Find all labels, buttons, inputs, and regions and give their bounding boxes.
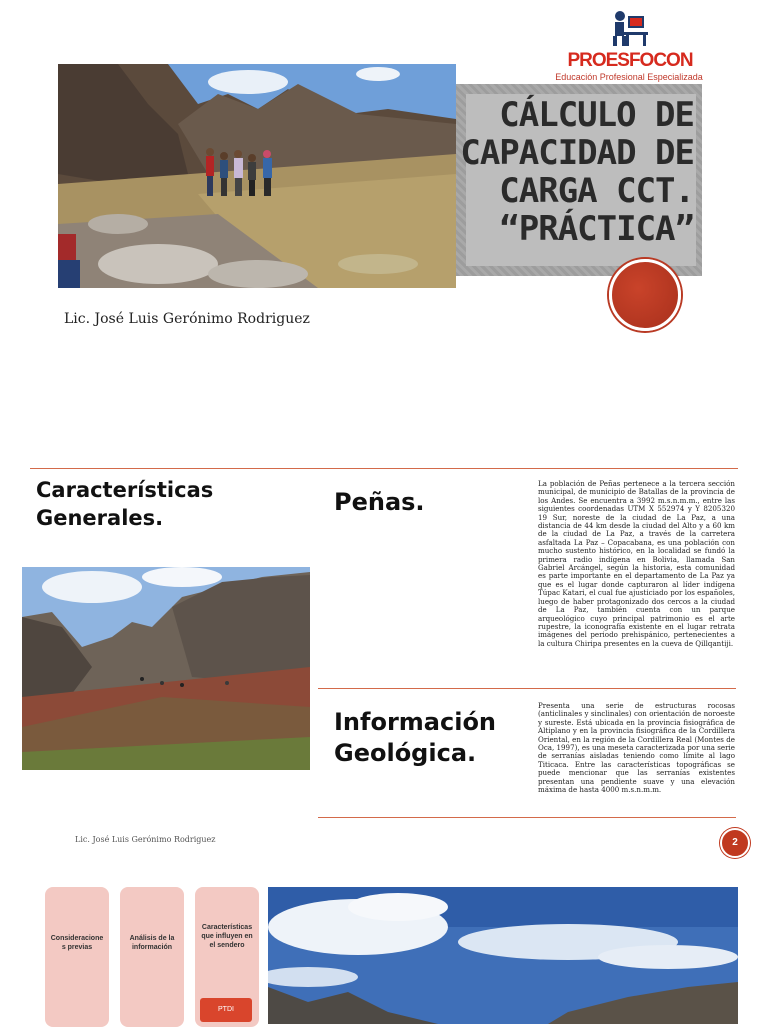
heading-penas: Peñas. xyxy=(334,488,425,516)
logo-name: PROESFOCON xyxy=(567,50,693,71)
rock-formations-photo xyxy=(22,567,310,770)
page-number-badge: 2 xyxy=(720,828,750,858)
decorative-circle xyxy=(609,259,681,331)
heading-caracteristicas: Características Generales. xyxy=(36,478,214,530)
penas-description: La población de Peñas pertenece a la tercera sección municipal, de municipio de Batallas de la provincia de los Andes. Se encuentra a 3992 m.s.n.m.m., entre las siguientes coordenadas UTM X 552974 y Y 8205320 19 Sur, noreste de la ciudad de La Paz, a una distancia de 44 km desde la ciudad del Alto y a 60 km de la ciudad de La Paz, a través de la carretera asfaltada La Paz – Copacabana, es una población con mucho sustento histórico, en la localidad se fundó la primera radio indígena en Bolivia, llamada San Gabriel Arcángel, según la historia, esta comunidad es parte importante en el departamento de La Paz ya que es el lugar donde capturaron al líder indígena Túpac Katari, el cual fue ajusticiado por los españoles, luego de haber protagonizado dos cercos a la ciudad de La Paz, también cuenta con un parque arqueológico cuyo principal patrimonio es el arte rupestre, la iconografía existente en el lugar retrata imágenes del periodo prehispánico, pertenecientes a la cultura Chiripa presentes en la cueva de Qillqantiji. xyxy=(538,479,735,648)
divider-middle xyxy=(318,688,736,689)
title-line-3: CARGA CCT. xyxy=(499,171,694,211)
footer-author: Lic. José Luis Gerónimo Rodriguez xyxy=(75,835,216,844)
title-line-4: “PRÁCTICA” xyxy=(499,209,694,249)
proesfocon-logo-icon xyxy=(610,10,650,48)
divider-top xyxy=(30,468,738,469)
author-name: Lic. José Luis Gerónimo Rodriguez xyxy=(64,311,310,327)
card-label: Análisis de la información xyxy=(129,935,175,951)
heading-informacion-geologica: Información Geológica. xyxy=(334,708,497,767)
card-label: Consideracione s previas xyxy=(50,935,104,951)
ptdi-button[interactable]: PTDI xyxy=(200,998,252,1022)
slide-title xyxy=(0,0,768,420)
sky-mountain-photo xyxy=(268,887,738,1024)
geology-description: Presenta una serie de estructuras rocosas (anticlinales y sinclinales) con orientación de noroeste y sureste. Está ubicada en la provincia fisiográfica de Altiplano y en la provincia fisiográfica de la Cordillera Oriental, en la región de la Cordillera Real (Montes de Oca, 1997), es una meseta caracterizada por una serie de serranías aisladas teniendo como límite al lago Titicaca. Entre las características topográficas se puede mencionar que las serranías existentes presentan una pendiente suave y una elevación máxima de hasta 4000 m.s.n.m.m. xyxy=(538,701,735,795)
hikers-photo xyxy=(58,64,456,288)
title-box xyxy=(456,84,702,276)
divider-bottom xyxy=(318,817,736,818)
card-analisis xyxy=(120,887,184,1027)
title-line-1: CÁLCULO DE xyxy=(499,95,694,135)
card-consideraciones xyxy=(45,887,109,1027)
title-line-2: CAPACIDAD DE xyxy=(460,133,694,173)
logo-tagline: Educación Profesional Especializada xyxy=(555,72,703,82)
card-label: Características que influyen en el sendero xyxy=(201,924,253,949)
